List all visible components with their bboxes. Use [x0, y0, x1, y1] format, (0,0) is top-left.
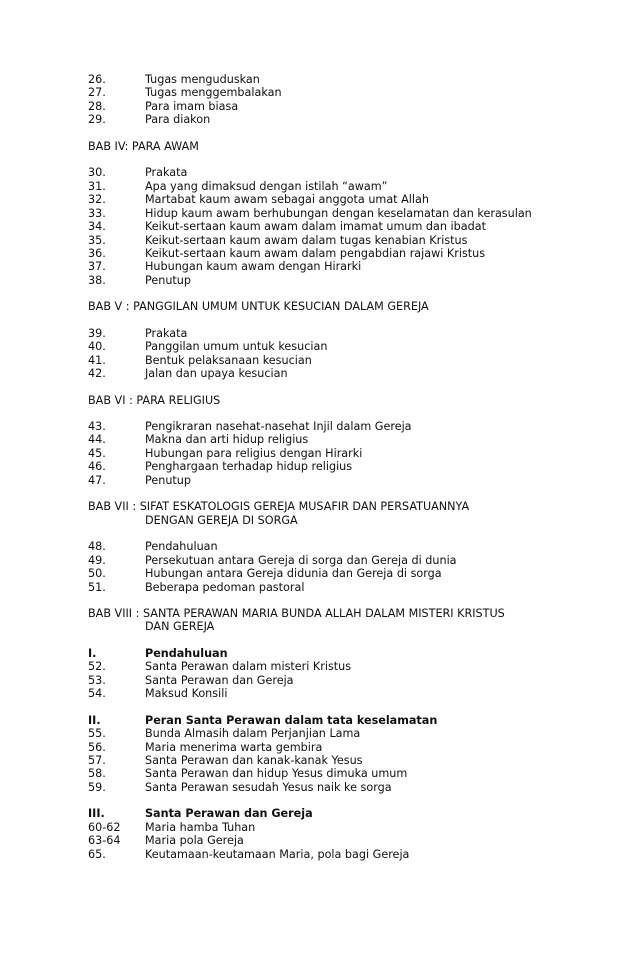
entry-title: Maria menerima warta gembira [145, 740, 323, 754]
entry-title: Bentuk pelaksanaan kesucian [145, 353, 312, 367]
toc-entry [88, 113, 568, 127]
toc-entry [88, 166, 568, 180]
toc-entry [88, 834, 568, 848]
entry-title: Santa Perawan dalam misteri Kristus [145, 660, 352, 674]
entry-title: Martabat kaum awam sebagai anggota umat Allah [145, 193, 429, 207]
entry-number: 50. [88, 567, 106, 581]
toc-entry [88, 727, 568, 741]
entry-title: Santa Perawan sesudah Yesus naik ke sorga [145, 780, 392, 794]
entry-title: Maria pola Gereja [145, 834, 244, 848]
entry-title: Para imam biasa [145, 99, 239, 113]
entry-number: 43. [88, 420, 106, 433]
section-heading-row [88, 714, 568, 728]
toc-entry [88, 554, 568, 568]
toc-entry [88, 767, 568, 781]
entry-number: 29. [88, 113, 106, 127]
toc-entry [88, 460, 568, 474]
entry-title: Jalan dan upaya kesucian [145, 367, 288, 381]
toc-entry [88, 754, 568, 768]
chapter-heading-continuation: DAN GEREJA [145, 620, 215, 634]
entry-number: 47. [88, 473, 106, 487]
entry-title: Pendahuluan [145, 646, 228, 660]
toc-entry [88, 567, 568, 581]
toc-entry [88, 193, 568, 207]
entry-number: 28. [88, 99, 106, 113]
entry-title: Santa Perawan dan hidup Yesus dimuka umum [145, 767, 408, 781]
chapter-heading: BAB IV: PARA AWAM [88, 139, 199, 153]
toc-entry [88, 447, 568, 461]
toc-entry [88, 848, 568, 862]
entry-number: III. [88, 807, 105, 821]
entry-number: 52. [88, 660, 106, 674]
toc-entry [88, 180, 568, 194]
entry-title: Hubungan para religius dengan Hirarki [145, 446, 363, 460]
entry-number: 40. [88, 340, 106, 354]
entry-number: 30. [88, 166, 106, 180]
toc-entry [88, 100, 568, 114]
toc-entry [88, 821, 568, 835]
entry-number: 57. [88, 754, 106, 767]
section-heading-row [88, 647, 568, 661]
toc-entry [88, 474, 568, 488]
entry-title: Para diakon [145, 113, 211, 127]
entry-number: 54. [88, 687, 106, 701]
entry-title: Beberapa pedoman pastoral [145, 580, 305, 594]
entry-title: Maksud Konsili [145, 687, 228, 701]
entry-number: 60-62 [88, 820, 121, 834]
entry-title: Persekutuan antara Gereja di sorga dan Gereja di dunia [145, 553, 457, 567]
toc-entry [88, 220, 568, 234]
section-heading-row [88, 807, 568, 821]
entry-title: Peran Santa Perawan dalam tata keselamatan [145, 713, 438, 727]
entry-title: Penutup [145, 273, 191, 287]
entry-number: 26. [88, 73, 106, 86]
entry-title: Santa Perawan dan kanak-kanak Yesus [145, 754, 363, 767]
entry-title: Penutup [145, 473, 191, 487]
entry-number: 36. [88, 246, 106, 260]
entry-title: Santa Perawan dan Gereja [145, 807, 313, 821]
entry-number: 42. [88, 367, 106, 381]
entry-number: 33. [88, 206, 106, 220]
entry-title: Tugas menggembalakan [145, 86, 282, 100]
entry-number: 51. [88, 580, 106, 594]
toc-entry [88, 207, 568, 221]
toc-entry [88, 73, 568, 87]
entry-title: Hubungan kaum awam dengan Hirarki [145, 260, 362, 274]
entry-title: Apa yang dimaksud dengan istilah “awam” [145, 179, 388, 193]
entry-title: Keutamaan-keutamaan Maria, pola bagi Gereja [145, 847, 410, 861]
toc-entry [88, 687, 568, 701]
entry-number: 46. [88, 460, 106, 474]
entry-number: 56. [88, 740, 106, 754]
entry-number: 27. [88, 86, 106, 100]
entry-number: 34. [88, 220, 106, 234]
entry-number: 38. [88, 273, 106, 287]
toc-entry [88, 660, 568, 674]
entry-title: Santa Perawan dan Gereja [145, 673, 294, 687]
entry-number: 45. [88, 446, 106, 460]
entry-number: II. [88, 713, 101, 727]
entry-title: Bunda Almasih dalam Perjanjian Lama [145, 727, 361, 741]
entry-title: Pendahuluan [145, 540, 218, 554]
entry-number: 32. [88, 193, 106, 207]
toc-entry [88, 420, 568, 434]
chapter-heading: BAB VI : PARA RELIGIUS [88, 393, 221, 407]
toc-entry [88, 581, 568, 595]
entry-number: 31. [88, 179, 106, 193]
chapter-heading: BAB VIII : SANTA PERAWAN MARIA BUNDA ALLAH DALAM MISTERI KRISTUS [88, 606, 505, 620]
entry-title: Pengikraran nasehat-nasehat Injil dalam Gereja [145, 420, 412, 433]
entry-title: Prakata [145, 166, 188, 180]
chapter-heading: BAB V : PANGGILAN UMUM UNTUK KESUCIAN DALAM GEREJA [88, 300, 429, 314]
entry-title: Hubungan antara Gereja didunia dan Gereja di sorga [145, 567, 442, 581]
entry-number: 65. [88, 847, 106, 861]
toc-entry [88, 234, 568, 248]
toc-entry [88, 340, 568, 354]
entry-title: Keikut-sertaan kaum awam dalam imamat umum dan ibadat [145, 220, 486, 234]
entry-number: 58. [88, 767, 106, 781]
toc-entry [88, 86, 568, 100]
entry-title: Makna dan arti hidup religius [145, 433, 309, 447]
entry-number: 39. [88, 326, 106, 340]
toc-entry [88, 354, 568, 368]
entry-number: 63-64 [88, 834, 121, 848]
entry-number: 35. [88, 233, 106, 247]
toc-entry [88, 540, 568, 554]
toc-entry [88, 274, 568, 288]
entry-title: Keikut-sertaan kaum awam dalam tugas kenabian Kristus [145, 233, 468, 247]
entry-title: Keikut-sertaan kaum awam dalam pengabdian rajawi Kristus [145, 246, 486, 260]
entry-title: Prakata [145, 326, 188, 340]
entry-title: Penghargaan terhadap hidup religius [145, 460, 353, 474]
entry-number: 44. [88, 433, 106, 447]
chapter-heading-continuation: DENGAN GEREJA DI SORGA [145, 513, 298, 527]
entry-number: 48. [88, 540, 106, 554]
entry-number: 41. [88, 353, 106, 367]
entry-title: Panggilan umum untuk kesucian [145, 340, 328, 354]
entry-title: Maria hamba Tuhan [145, 820, 256, 834]
entry-title: Tugas menguduskan [145, 73, 260, 86]
entry-number: 37. [88, 260, 106, 274]
toc-entry [88, 781, 568, 795]
toc-entry [88, 367, 568, 381]
entry-number: 59. [88, 780, 106, 794]
toc-entry [88, 741, 568, 755]
entry-number: 49. [88, 553, 106, 567]
entry-number: 55. [88, 727, 106, 741]
entry-title: Hidup kaum awam berhubungan dengan keselamatan dan kerasulan [145, 206, 532, 220]
toc-entry [88, 433, 568, 447]
toc-entry [88, 327, 568, 341]
entry-number: I. [88, 646, 97, 660]
toc-entry [88, 247, 568, 261]
toc-entry [88, 260, 568, 274]
entry-number: 53. [88, 673, 106, 687]
toc-entry [88, 674, 568, 688]
chapter-heading: BAB VII : SIFAT ESKATOLOGIS GEREJA MUSAFIR DAN PERSATUANNYA [88, 500, 470, 514]
